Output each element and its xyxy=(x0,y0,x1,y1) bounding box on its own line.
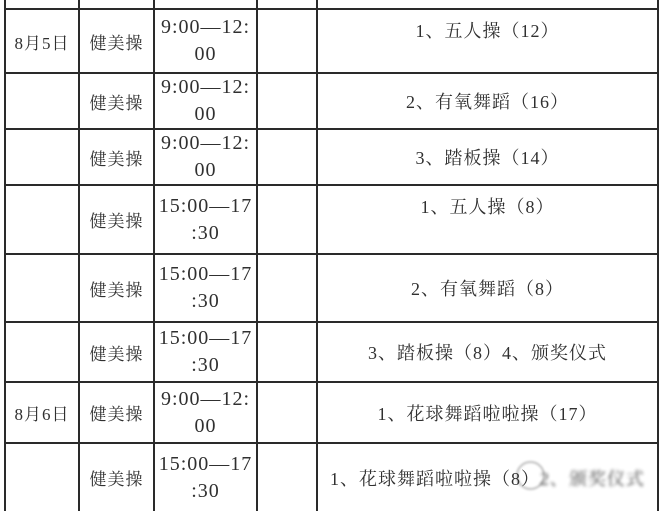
group-cell xyxy=(257,322,317,382)
time-line-1: 15:00—17 xyxy=(158,194,253,217)
group-cell xyxy=(257,443,317,511)
table-row xyxy=(5,382,658,443)
table-row xyxy=(5,443,658,511)
date-cell: 8月6日 xyxy=(5,382,79,443)
table-row xyxy=(5,322,658,382)
date-cell xyxy=(5,254,79,322)
activity-cell: 健美操 xyxy=(79,254,154,322)
activity-cell: 健美操 xyxy=(79,129,154,185)
cropped-row-top xyxy=(5,0,658,9)
time-cell xyxy=(154,0,257,9)
event-cell: 1、花球舞蹈啦啦操（17） xyxy=(317,382,658,443)
time-cell xyxy=(154,9,257,73)
table-row xyxy=(5,9,658,73)
group-cell xyxy=(257,129,317,185)
event-cell: 1、五人操（12） xyxy=(317,9,658,73)
time-line-1: 15:00—17 xyxy=(158,327,253,349)
activity-cell: 健美操 xyxy=(79,9,154,73)
date-cell xyxy=(5,322,79,382)
event-text-blurred-by-watermark: 2、颁奖仪式 xyxy=(539,468,646,489)
event-cell: 2、有氧舞蹈（8） xyxy=(317,254,658,322)
time-cell xyxy=(154,185,257,254)
date-cell xyxy=(5,0,79,9)
time-cell xyxy=(154,73,257,129)
time-cell xyxy=(154,254,257,322)
time-line-1: 15:00—17 xyxy=(158,263,253,285)
date-cell: 8月5日 xyxy=(5,9,79,73)
time-cell xyxy=(154,382,257,443)
activity-cell xyxy=(79,0,154,9)
time-cell xyxy=(154,129,257,185)
time-line-2: :30 xyxy=(191,290,220,312)
time-cell xyxy=(154,443,257,511)
date-cell xyxy=(5,443,79,511)
activity-cell: 健美操 xyxy=(79,73,154,129)
time-line-2: 00 xyxy=(194,43,217,65)
time-line-1: 9:00—12: xyxy=(160,76,251,98)
event-cell: 3、踏板操（8）4、颁奖仪式 xyxy=(317,322,658,382)
time-line-2: :30 xyxy=(191,479,220,502)
time-cell xyxy=(154,322,257,382)
group-cell xyxy=(257,382,317,443)
date-cell xyxy=(5,73,79,129)
time-line-1: 9:00—12: xyxy=(160,132,251,154)
table-row xyxy=(5,185,658,254)
table-row xyxy=(5,254,658,322)
schedule-table xyxy=(4,0,659,511)
event-cell: 2、有氧舞蹈（16） xyxy=(317,73,658,129)
group-cell xyxy=(257,9,317,73)
event-cell: 1、五人操（8） xyxy=(317,185,658,254)
activity-cell: 健美操 xyxy=(79,322,154,382)
event-text: 1、花球舞蹈啦啦操（8） xyxy=(330,468,540,489)
table-row xyxy=(5,129,658,185)
time-line-2: 00 xyxy=(194,103,217,125)
time-line-2: :30 xyxy=(191,221,220,244)
time-line-1: 9:00—12: xyxy=(160,16,251,38)
date-cell xyxy=(5,129,79,185)
event-cell: 3、踏板操（14） xyxy=(317,129,658,185)
group-cell xyxy=(257,185,317,254)
time-line-2: 00 xyxy=(194,414,217,437)
table-row xyxy=(5,73,658,129)
event-cell xyxy=(317,0,658,9)
activity-cell: 健美操 xyxy=(79,185,154,254)
time-line-2: :30 xyxy=(191,354,220,376)
activity-cell: 健美操 xyxy=(79,382,154,443)
time-line-2: 00 xyxy=(194,159,217,181)
event-cell xyxy=(317,443,658,511)
date-cell xyxy=(5,185,79,254)
group-cell xyxy=(257,73,317,129)
group-cell xyxy=(257,254,317,322)
time-line-1: 15:00—17 xyxy=(158,452,253,475)
activity-cell: 健美操 xyxy=(79,443,154,511)
group-cell xyxy=(257,0,317,9)
time-line-1: 9:00—12: xyxy=(160,387,251,410)
